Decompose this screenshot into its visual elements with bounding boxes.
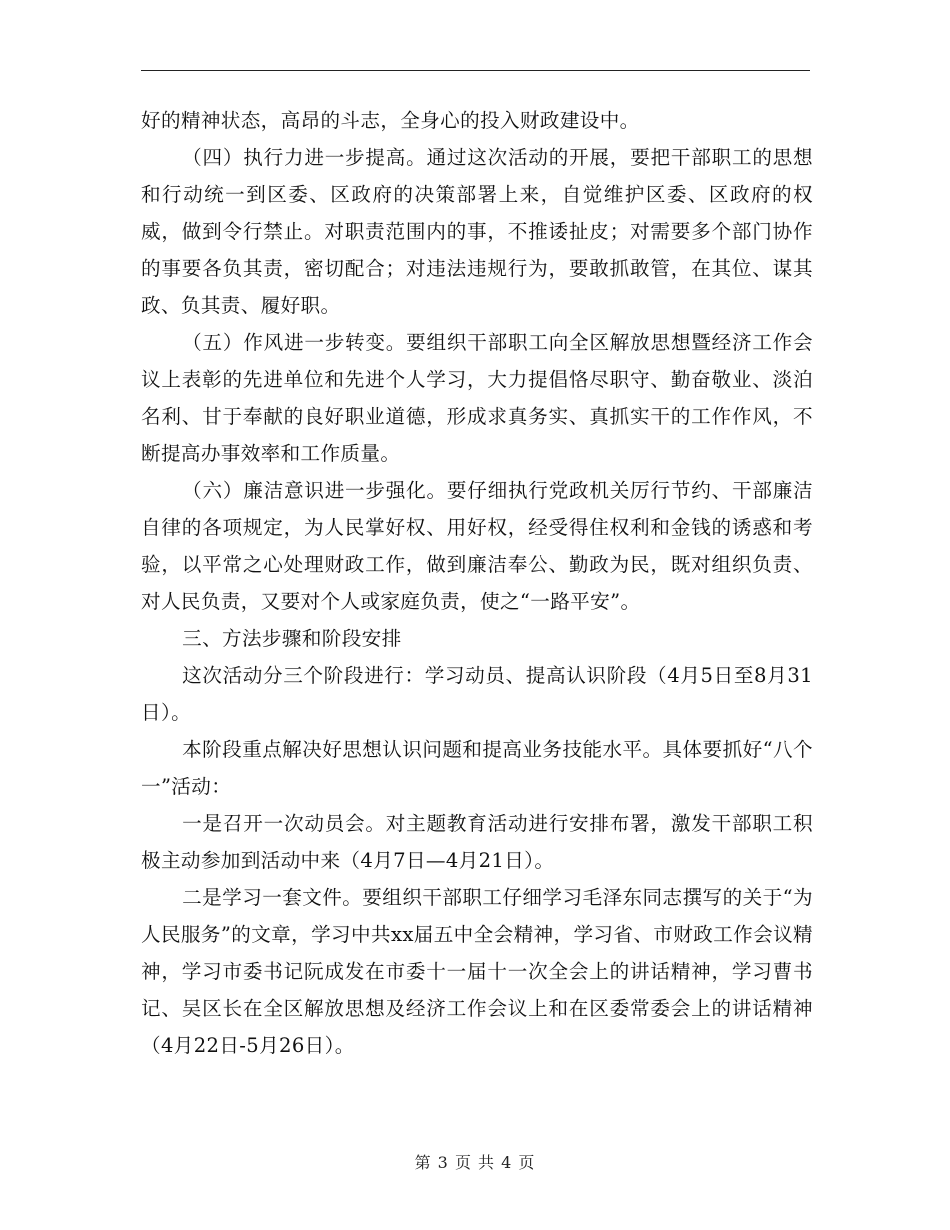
paragraph: （六）廉洁意识进一步强化。要仔细执行党政机关厉行节约、干部廉洁自律的各项规定，为人民掌好权、用好权，经受得住权利和金钱的诱惑和考验，以平常之心处理财政工作，做到廉洁奉公、勤政为民，既对组织负责、对人民负责，又要对个人或家庭负责，使之“一路平安”。: [141, 479, 813, 613]
paragraph: （五）作风进一步转变。要组织干部职工向全区解放思想暨经济工作会议上表彰的先进单位和先进个人学习，大力提倡恪尽职守、勤奋敬业、淡泊名利、甘于奉献的良好职业道德，形成求真务实、真抓实干的工作作风，不断提高办事效率和工作质量。: [141, 331, 813, 465]
page-number-footer: 第 3 页 共 4 页: [414, 1153, 536, 1172]
paragraph: （四）执行力进一步提高。通过这次活动的开展，要把干部职工的思想和行动统一到区委、区政府的决策部署上来，自觉维护区委、区政府的权威，做到令行禁止。对职责范围内的事，不推诿扯皮；对需要多个部门协作的事要各负其责，密切配合；对违法违规行为，要敢抓敢管，在其位、谋其政、负其责、履好职。: [141, 146, 813, 317]
paragraph: 这次活动分三个阶段进行：学习动员、提高认识阶段（4月5日至8月31日）。: [141, 664, 813, 724]
paragraph: 一是召开一次动员会。对主题教育活动进行安排布署，激发干部职工积极主动参加到活动中来（4月7日—4月21日）。: [141, 812, 813, 872]
paragraph: 好的精神状态，高昂的斗志，全身心的投入财政建设中。: [141, 109, 640, 132]
section-heading: 三、方法步骤和阶段安排: [182, 627, 402, 650]
header-rule: [141, 70, 810, 71]
paragraph: 本阶段重点解决好思想认识问题和提高业务技能水平。具体要抓好“八个一”活动：: [141, 738, 813, 798]
paragraph: 二是学习一套文件。要组织干部职工仔细学习毛泽东同志撰写的关于“为人民服务”的文章，学习中共xx届五中全会精神，学习省、市财政工作会议精神，学习市委书记阮成发在市委十一届十一次全会上的讲话精神，学习曹书记、吴区长在全区解放思想及经济工作会议上和在区委常委会上的讲话精神（4月22日-5月26日）。: [141, 886, 813, 1057]
document-body: [141, 102, 813, 1064]
